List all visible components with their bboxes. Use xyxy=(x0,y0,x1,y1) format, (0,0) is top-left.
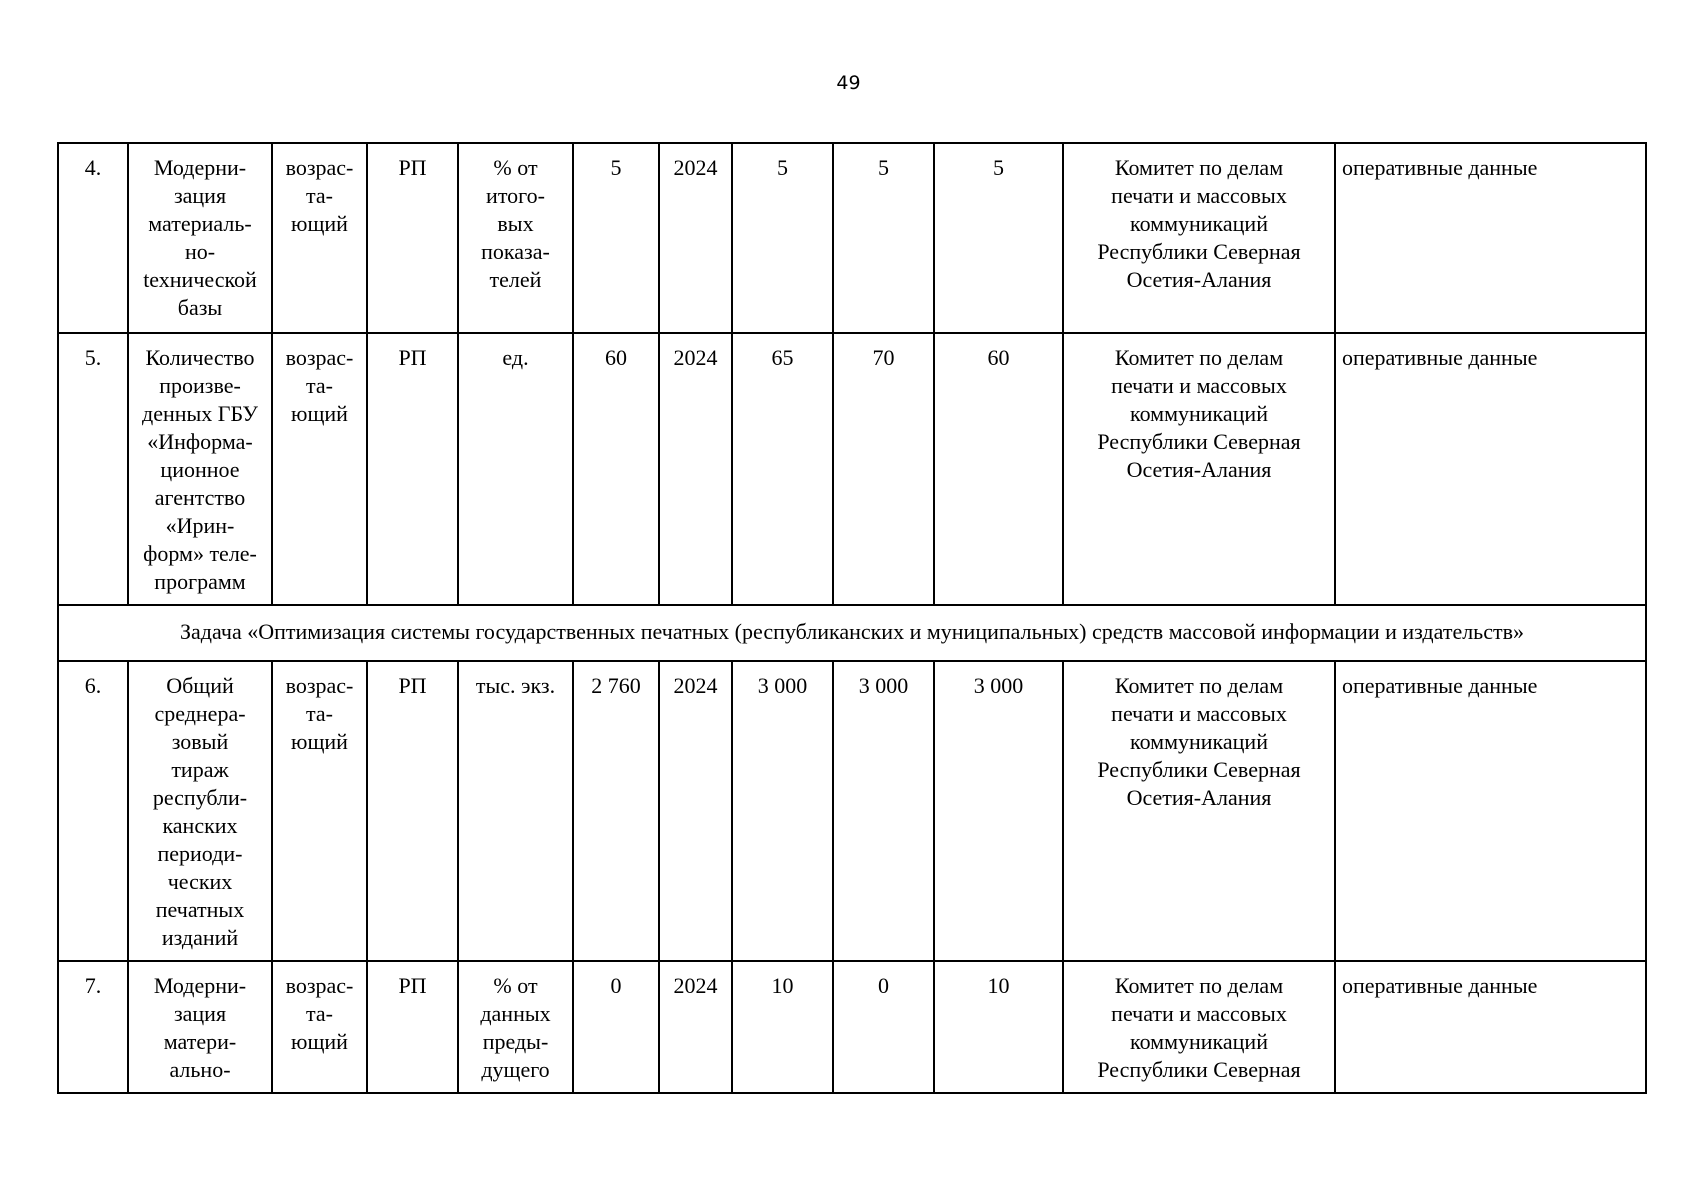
base-year: 2024 xyxy=(659,333,732,605)
base-value: 0 xyxy=(573,961,659,1093)
indicator-level: РП xyxy=(367,333,458,605)
base-value: 60 xyxy=(573,333,659,605)
value-2: 0 xyxy=(833,961,934,1093)
task-row xyxy=(58,605,1646,661)
row-number: 6. xyxy=(58,661,128,961)
data-source: оперативные данные xyxy=(1335,143,1646,333)
table-row xyxy=(58,961,1646,1093)
value-3: 60 xyxy=(934,333,1063,605)
value-3: 10 xyxy=(934,961,1063,1093)
value-2: 5 xyxy=(833,143,934,333)
base-value: 2 760 xyxy=(573,661,659,961)
responsible-body: Комитет по делам печати и массовых коммуникаций Республики Северная Осетия-Алания xyxy=(1063,333,1335,605)
value-2: 70 xyxy=(833,333,934,605)
table-row xyxy=(58,333,1646,605)
task-heading: Задача «Оптимизация системы государственных печатных (республиканских и муниципальных) средств массовой информации и издательств» xyxy=(58,605,1646,661)
table-row xyxy=(58,143,1646,333)
unit-of-measure: ед. xyxy=(458,333,573,605)
indicator-type: возрас- та- ющий xyxy=(272,333,367,605)
indicator-level: РП xyxy=(367,143,458,333)
value-1: 65 xyxy=(732,333,833,605)
indicator-name: Модерни- зация материаль- но- tехнической базы xyxy=(128,143,272,333)
value-3: 5 xyxy=(934,143,1063,333)
responsible-body: Комитет по делам печати и массовых коммуникаций Республики Северная xyxy=(1063,961,1335,1093)
unit-of-measure: тыс. экз. xyxy=(458,661,573,961)
data-source: оперативные данные xyxy=(1335,333,1646,605)
row-number: 7. xyxy=(58,961,128,1093)
value-2: 3 000 xyxy=(833,661,934,961)
indicator-level: РП xyxy=(367,961,458,1093)
value-3: 3 000 xyxy=(934,661,1063,961)
indicator-type: возрас- та- ющий xyxy=(272,143,367,333)
row-number: 5. xyxy=(58,333,128,605)
unit-of-measure: % от итого- вых показа- телей xyxy=(458,143,573,333)
indicator-name: Общий среднера- зовый тираж республи- канских периоди- ческих печатных изданий xyxy=(128,661,272,961)
indicator-level: РП xyxy=(367,661,458,961)
value-1: 10 xyxy=(732,961,833,1093)
data-source: оперативные данные xyxy=(1335,961,1646,1093)
responsible-body: Комитет по делам печати и массовых коммуникаций Республики Северная Осетия-Алания xyxy=(1063,661,1335,961)
unit-of-measure: % от данных преды- дущего xyxy=(458,961,573,1093)
base-year: 2024 xyxy=(659,661,732,961)
row-number: 4. xyxy=(58,143,128,333)
data-source: оперативные данные xyxy=(1335,661,1646,961)
page-number: 49 xyxy=(836,72,861,94)
indicator-type: возрас- та- ющий xyxy=(272,661,367,961)
indicator-name: Модерни- зация матери- ально- xyxy=(128,961,272,1093)
base-year: 2024 xyxy=(659,143,732,333)
responsible-body: Комитет по делам печати и массовых коммуникаций Республики Северная Осетия-Алания xyxy=(1063,143,1335,333)
base-value: 5 xyxy=(573,143,659,333)
table-row xyxy=(58,661,1646,961)
value-1: 3 000 xyxy=(732,661,833,961)
indicator-name: Количество произве- денных ГБУ «Информа- ционное агентство «Ирин- форм» теле- программ xyxy=(128,333,272,605)
indicator-type: возрас- та- ющий xyxy=(272,961,367,1093)
value-1: 5 xyxy=(732,143,833,333)
base-year: 2024 xyxy=(659,961,732,1093)
indicators-table xyxy=(57,142,1647,1094)
